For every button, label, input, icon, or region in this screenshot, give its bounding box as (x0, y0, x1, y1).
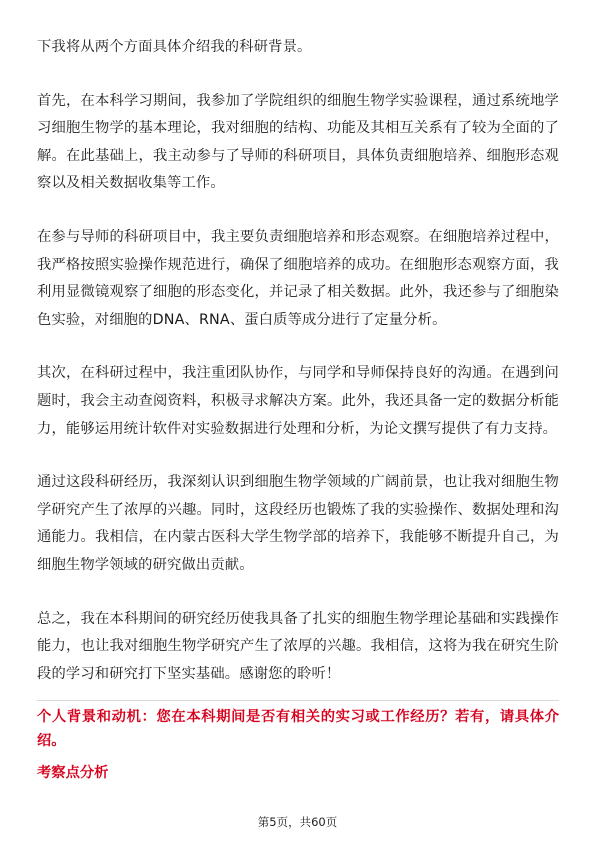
interview-question: 个人背景和动机：您在本科期间是否有相关的实习或工作经历？若有，请具体介绍。 (37, 709, 559, 750)
paragraph-first: 首先，在本科学习期间，我参加了学院组织的细胞生物学实验课程，通过系统地学习细胞生物学的基本理论，我对细胞的结构、功能及其相互关系有了较为全面的了解。在此基础上，我主动参与了导师的科研项目，具体负责细胞培养、细胞形态观察以及相关数据收集等工作。 (37, 92, 559, 192)
section-divider (37, 700, 559, 701)
page-number: 第5页，共60页 (257, 815, 338, 829)
document-body (37, 34, 559, 785)
paragraph-reflection: 通过这段科研经历，我深刻认识到细胞生物学领域的广阔前景，也让我对细胞生物学研究产生了浓厚的兴趣。同时，这段经历也锻炼了我的实验操作、数据处理和沟通能力。我相信，在内蒙古医科大学生物学部的培养下，我能够不断提升自己，为细胞生物学领域的研究做出贡献。 (37, 474, 559, 573)
paragraph-teamwork: 其次，在科研过程中，我注重团队协作，与同学和导师保持良好的沟通。在遇到问题时，我会主动查阅资料，积极寻求解决方案。此外，我还具备一定的数据分析能力，能够运用统计软件对实验数据进行处理和分析，为论文撰写提供了有力支持。 (37, 365, 559, 437)
paragraph-lab-work: 在参与导师的科研项目中，我主要负责细胞培养和形态观察。在细胞培养过程中，我严格按照实验操作规范进行，确保了细胞培养的成功。在细胞形态观察方面，我利用显微镜观察了细胞的形态变化，并记录了相关数据。此外，我还参与了细胞染色实验，对细胞的DNA、RNA、蛋白质等成分进行了定量分析。 (37, 228, 559, 328)
paragraph-intro: 下我将从两个方面具体介绍我的科研背景。 (37, 39, 312, 55)
analysis-heading: 考察点分析 (37, 765, 109, 782)
paragraph-conclusion: 总之，我在本科期间的研究经历使我具备了扎实的细胞生物学理论基础和实践操作能力，也让我对细胞生物学研究产生了浓厚的兴趣。我相信，这将为我在研究生阶段的学习和研究打下坚实基础。感谢您的聆听！ (37, 610, 559, 682)
